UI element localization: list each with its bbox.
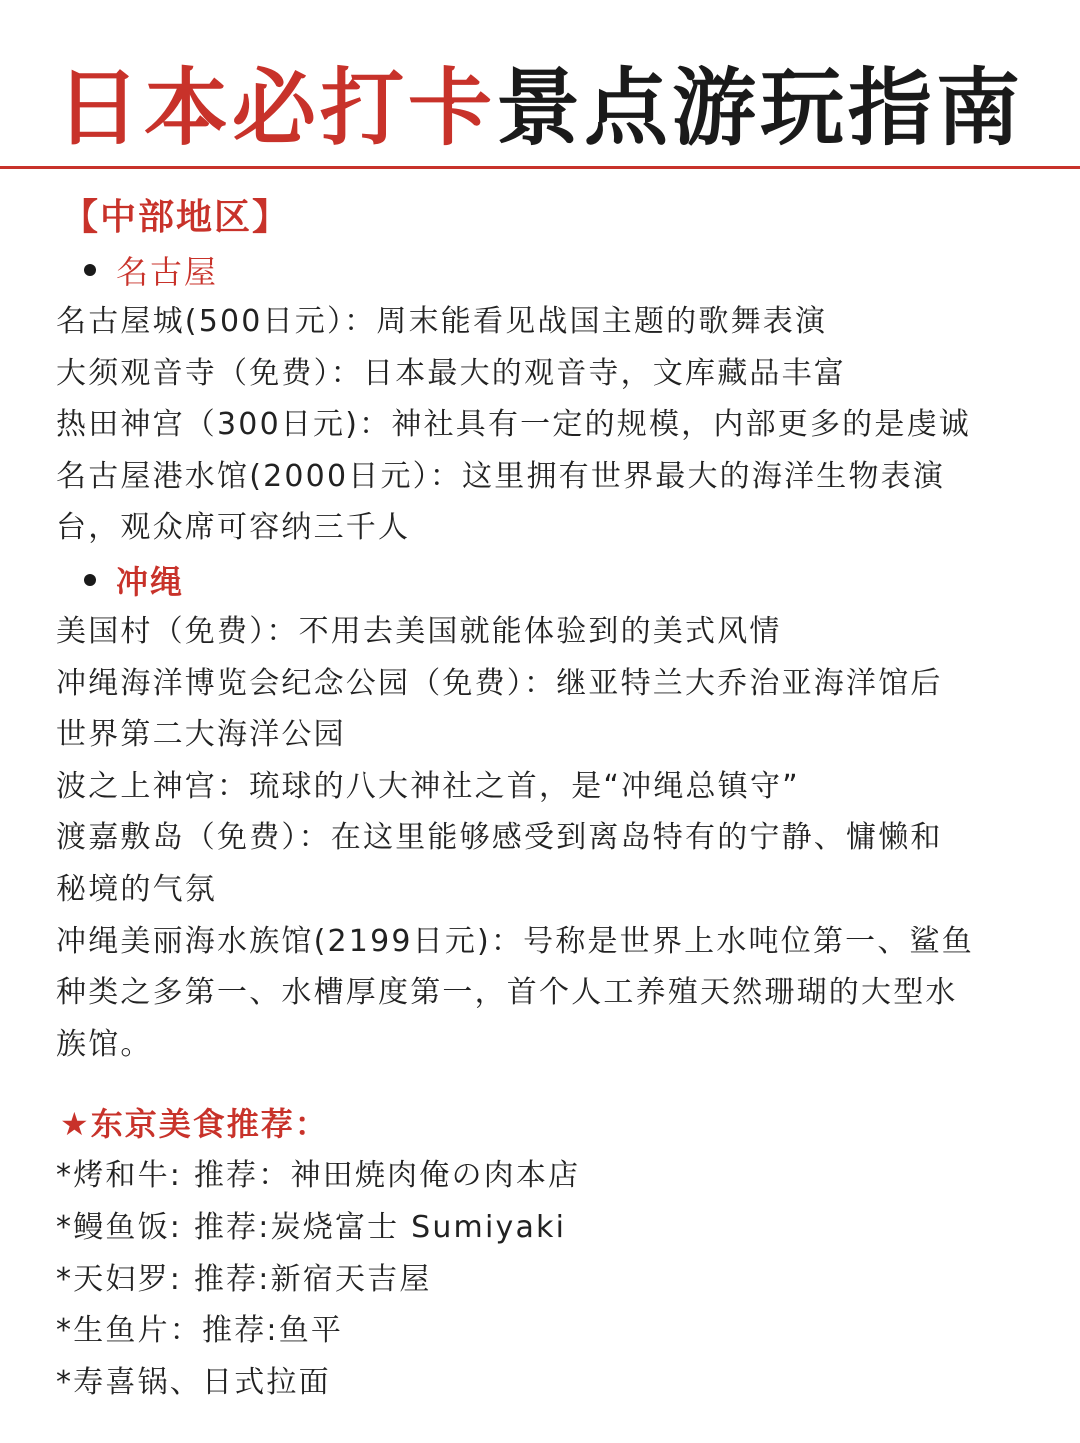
list-item: 美国村（免费）：不用去美国就能体验到的美式风情 — [56, 613, 782, 649]
page-header — [0, 0, 1080, 168]
food-item: *烤和牛: 推荐：神田焼肉俺の肉本店 — [56, 1158, 581, 1194]
food-item: *寿喜锅、日式拉面 — [56, 1364, 331, 1400]
list-item: 冲绳海洋博览会纪念公园（免费）：继亚特兰大乔治亚海洋馆后 — [56, 665, 943, 701]
okinawa-list — [56, 606, 1036, 1070]
nagoya-heading — [84, 244, 1036, 296]
page-title — [0, 58, 1080, 158]
food-item: *天妇罗: 推荐:新宿天吉屋 — [56, 1261, 432, 1297]
list-item: 冲绳美丽海水族馆(2199日元)：号称是世界上水吨位第一、鲨鱼 — [56, 923, 974, 959]
list-item: 渡嘉敷岛（免费）：在这里能够感受到离岛特有的宁静、慵懒和 — [56, 820, 943, 856]
bullet-icon — [84, 574, 96, 586]
okinawa-label: 冲绳 — [116, 562, 185, 601]
region-title: 【中部地区】 — [62, 197, 291, 238]
food-title: ★东京美食推荐： — [60, 1105, 329, 1144]
title-red-part: 日本必打卡 — [55, 59, 496, 157]
bullet-icon — [84, 264, 96, 276]
nagoya-label: 名古屋 — [116, 253, 219, 291]
list-item: 台，观众席可容纳三千人 — [56, 510, 411, 546]
list-item: 名古屋港水馆(2000日元）：这里拥有世界最大的海洋生物表演 — [56, 458, 946, 494]
list-item: 热田神宫（300日元)：神社具有一定的规模，内部更多的是虔诚 — [56, 407, 971, 443]
food-item: *生鱼片：推荐:鱼平 — [56, 1313, 344, 1349]
list-item: 秘境的气氛 — [56, 871, 217, 907]
section-spacer — [56, 1070, 1036, 1098]
header-divider — [0, 166, 1080, 169]
list-item: 波之上神宫：琉球的八大神社之首，是“冲绳总镇守” — [56, 768, 800, 804]
list-item: 名古屋城(500日元）：周末能看见战国主题的歌舞表演 — [56, 304, 828, 339]
nagoya-list — [56, 296, 1036, 554]
list-item: 世界第二大海洋公园 — [56, 717, 346, 753]
food-list — [56, 1150, 1036, 1408]
food-item: *鳗鱼饭: 推荐:炭烧富士 Sumiyaki — [56, 1209, 567, 1245]
list-item: 族馆。 — [56, 1026, 153, 1062]
list-item: 大须观音寺（免费）：日本最大的观音寺，文库藏品丰富 — [56, 355, 846, 391]
main-content — [56, 192, 1036, 1408]
title-black-part: 景点游玩指南 — [496, 59, 1025, 157]
list-item: 种类之多第一、水槽厚度第一，首个人工养殖天然珊瑚的大型水 — [56, 975, 958, 1011]
okinawa-heading — [84, 554, 1036, 606]
